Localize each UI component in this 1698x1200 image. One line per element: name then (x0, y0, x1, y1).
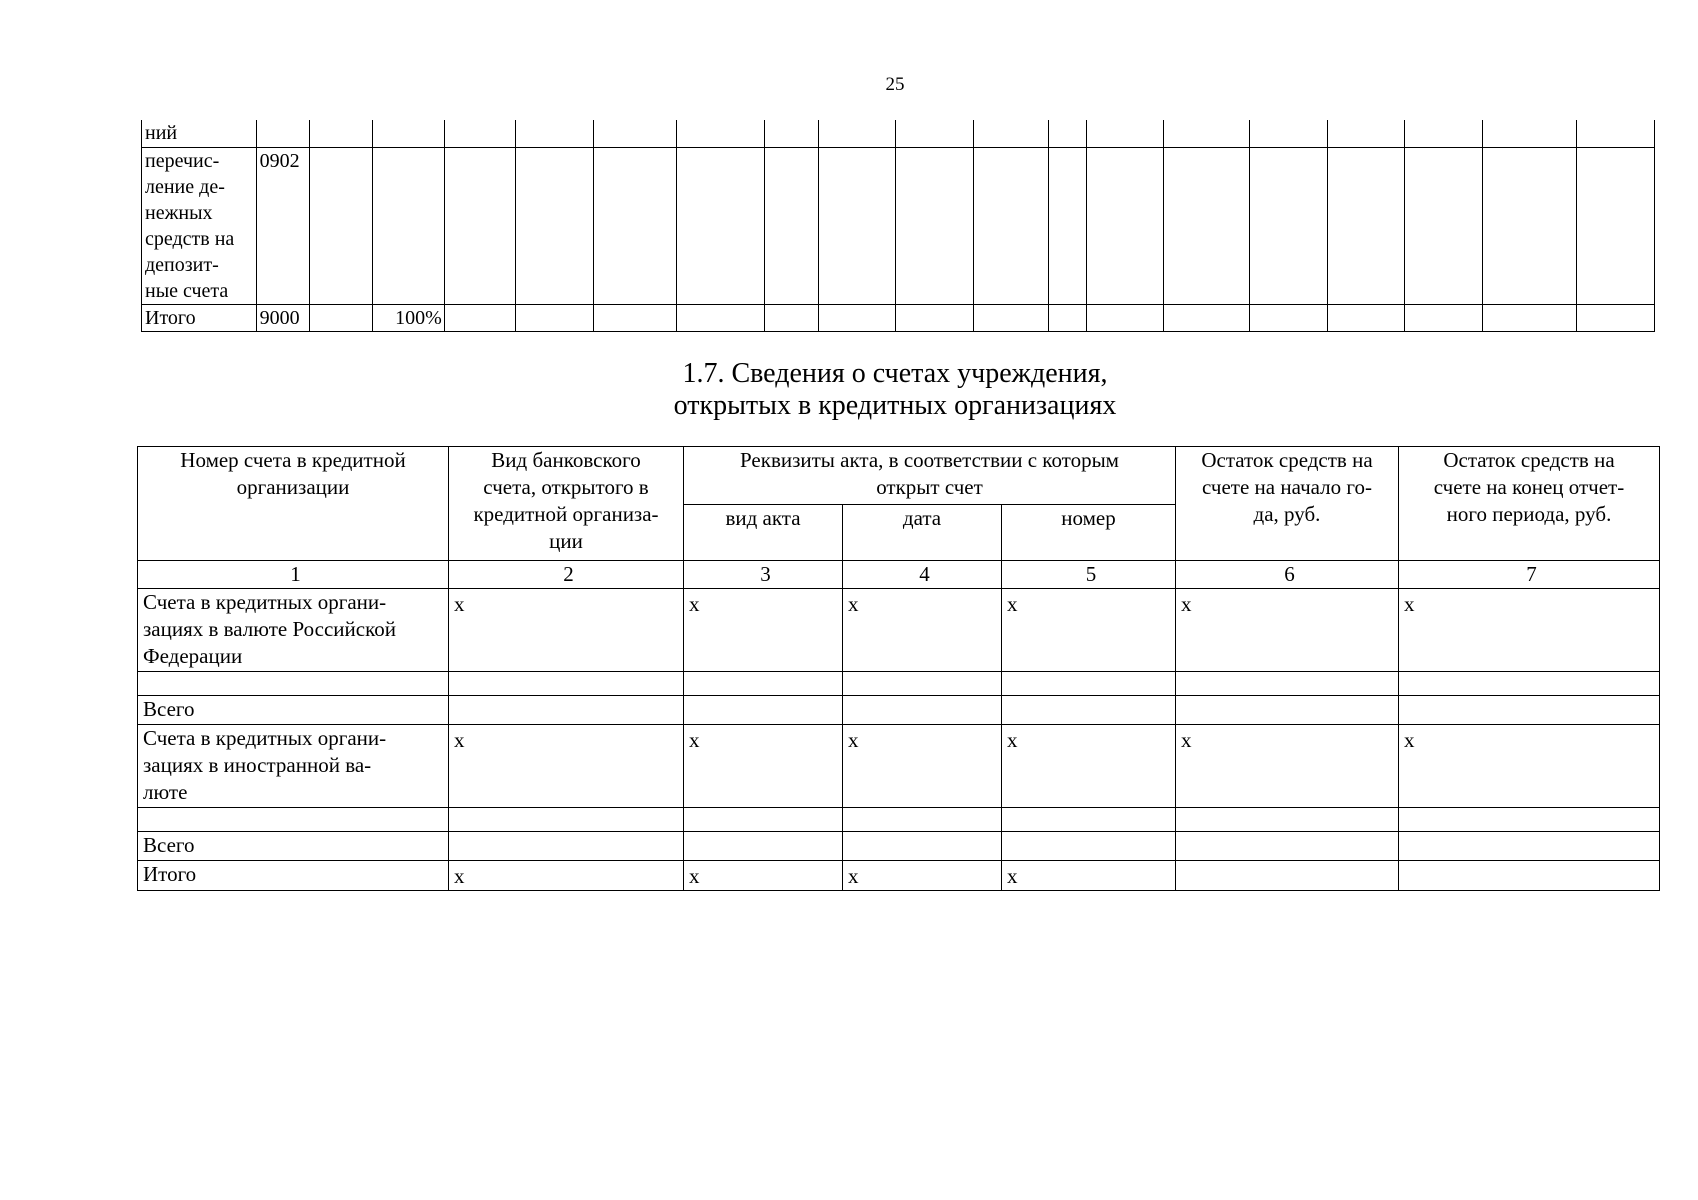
row-label: Счета в кредитных органи- зациях в валюте Российской Федерации (138, 589, 449, 672)
table-cell (449, 808, 684, 832)
table-cell (1163, 304, 1250, 331)
table-cell (843, 672, 1002, 696)
row-label: Всего (138, 696, 449, 725)
table-row (142, 120, 1655, 147)
table-cell (764, 147, 818, 304)
table-cell: х (1399, 589, 1660, 672)
column-number: 1 (138, 561, 449, 589)
table-cell (1002, 808, 1176, 832)
table-row (138, 832, 1660, 861)
page-number: 25 (885, 74, 905, 95)
table-cell (593, 120, 676, 147)
row-label: Всего (138, 832, 449, 861)
table-cell (309, 147, 372, 304)
table-cell (1176, 696, 1399, 725)
table-cell (309, 120, 372, 147)
table-cell (1049, 120, 1086, 147)
table-cell (1577, 120, 1655, 147)
header-act-number: номер (1002, 505, 1176, 561)
table-cell (1163, 120, 1250, 147)
table-row (138, 589, 1660, 672)
table-cell (1086, 147, 1163, 304)
table-cell (1002, 832, 1176, 861)
table-cell (843, 696, 1002, 725)
table-cell (1399, 861, 1660, 891)
table-cell (593, 304, 676, 331)
table-cell (1399, 808, 1660, 832)
table-row (138, 861, 1660, 891)
table-cell: х (1176, 589, 1399, 672)
table-cell (764, 304, 818, 331)
table-cell (973, 147, 1048, 304)
column-numbers-row (138, 561, 1660, 589)
table-row (138, 672, 1660, 696)
header-act-details: Реквизиты акта, в соответствии с которым открыт счет (684, 447, 1176, 505)
section-title (0, 358, 1698, 422)
table-cell (818, 147, 895, 304)
table-cell (1002, 672, 1176, 696)
table-cell: х (449, 725, 684, 808)
table-cell (309, 304, 372, 331)
table-cell: 100% (373, 304, 444, 331)
table-cell (444, 147, 515, 304)
table-cell (1405, 147, 1482, 304)
accounts-table (137, 446, 1660, 891)
table-cell: перечис- ление де- нежных средств на депозит- ные счета (142, 147, 257, 304)
table-cell: х (449, 589, 684, 672)
column-number: 7 (1399, 561, 1660, 589)
table-cell: х (843, 725, 1002, 808)
table-cell (973, 304, 1048, 331)
table-cell (444, 304, 515, 331)
table-cell (684, 672, 843, 696)
table-cell (1327, 120, 1404, 147)
column-number: 6 (1176, 561, 1399, 589)
column-number: 4 (843, 561, 1002, 589)
table-cell (1482, 304, 1577, 331)
table-cell (1405, 120, 1482, 147)
header-balance-end: Остаток средств на счете на конец отчет- ного периода, руб. (1399, 447, 1660, 561)
column-number: 2 (449, 561, 684, 589)
table-cell (1176, 672, 1399, 696)
table-cell (1577, 304, 1655, 331)
column-number: 3 (684, 561, 843, 589)
table-cell (1086, 120, 1163, 147)
table-cell (896, 304, 973, 331)
row-label: Счета в кредитных органи- зациях в иностранной ва- люте (138, 725, 449, 808)
table-cell (1176, 861, 1399, 891)
table-cell (1049, 304, 1086, 331)
header-account-type: Вид банковского счета, открытого в кредитной организа- ции (449, 447, 684, 561)
table-cell (764, 120, 818, 147)
table-cell (1086, 304, 1163, 331)
table-cell (1163, 147, 1250, 304)
section-title-line-2: открытых в кредитных организациях (673, 390, 1117, 421)
table-cell (896, 120, 973, 147)
table-cell: х (1176, 725, 1399, 808)
table-cell (818, 120, 895, 147)
table-cell (1399, 696, 1660, 725)
table-cell: 9000 (256, 304, 309, 331)
table-cell (843, 808, 1002, 832)
table-row (138, 696, 1660, 725)
table-cell (843, 832, 1002, 861)
table-cell (684, 832, 843, 861)
table-cell (677, 147, 765, 304)
table-cell (516, 147, 593, 304)
header-act-date: дата (843, 505, 1002, 561)
table-cell (1327, 147, 1404, 304)
table-cell: х (1002, 589, 1176, 672)
table-row (138, 725, 1660, 808)
header-act-type: вид акта (684, 505, 843, 561)
table-row (142, 147, 1655, 304)
table-cell (677, 304, 765, 331)
table-cell: х (684, 589, 843, 672)
table-cell (1399, 832, 1660, 861)
header-balance-start: Остаток средств на счете на начало го- да, руб. (1176, 447, 1399, 561)
table-cell (1327, 304, 1404, 331)
table-cell (516, 120, 593, 147)
table-cell (593, 147, 676, 304)
table-cell (973, 120, 1048, 147)
header-account-number: Номер счета в кредитной организации (138, 447, 449, 561)
table-cell (896, 147, 973, 304)
column-number: 5 (1002, 561, 1176, 589)
table-row (142, 304, 1655, 331)
table-cell (1250, 147, 1327, 304)
table-cell: х (449, 861, 684, 891)
table-row (138, 808, 1660, 832)
table-cell (256, 120, 309, 147)
row-label (138, 672, 449, 696)
table-cell (373, 120, 444, 147)
row-label: Итого (138, 861, 449, 891)
table-cell (1482, 120, 1577, 147)
table-cell: х (843, 589, 1002, 672)
table-cell (516, 304, 593, 331)
table-cell (1250, 304, 1327, 331)
table-cell (684, 696, 843, 725)
continued-table (141, 120, 1655, 332)
table-cell: Итого (142, 304, 257, 331)
table-cell (684, 808, 843, 832)
table-cell (1002, 696, 1176, 725)
table-cell: 0902 (256, 147, 309, 304)
table-cell (1049, 147, 1086, 304)
table-cell: х (1399, 725, 1660, 808)
table-cell (449, 832, 684, 861)
table-cell (818, 304, 895, 331)
table-cell: х (1002, 861, 1176, 891)
table-cell (1176, 808, 1399, 832)
table-cell (1176, 832, 1399, 861)
table-cell: х (684, 861, 843, 891)
table-cell (677, 120, 765, 147)
table-cell (449, 672, 684, 696)
table-cell (1482, 147, 1577, 304)
table-cell: ний (142, 120, 257, 147)
table-cell (373, 147, 444, 304)
table-cell (444, 120, 515, 147)
row-label (138, 808, 449, 832)
table-cell: х (1002, 725, 1176, 808)
table-cell (1405, 304, 1482, 331)
table-cell: х (684, 725, 843, 808)
table-cell (1399, 672, 1660, 696)
section-title-line-1: 1.7. Сведения о счетах учреждения, (682, 358, 1108, 389)
table-cell: х (843, 861, 1002, 891)
table-cell (1250, 120, 1327, 147)
table-cell (449, 696, 684, 725)
table-cell (1577, 147, 1655, 304)
